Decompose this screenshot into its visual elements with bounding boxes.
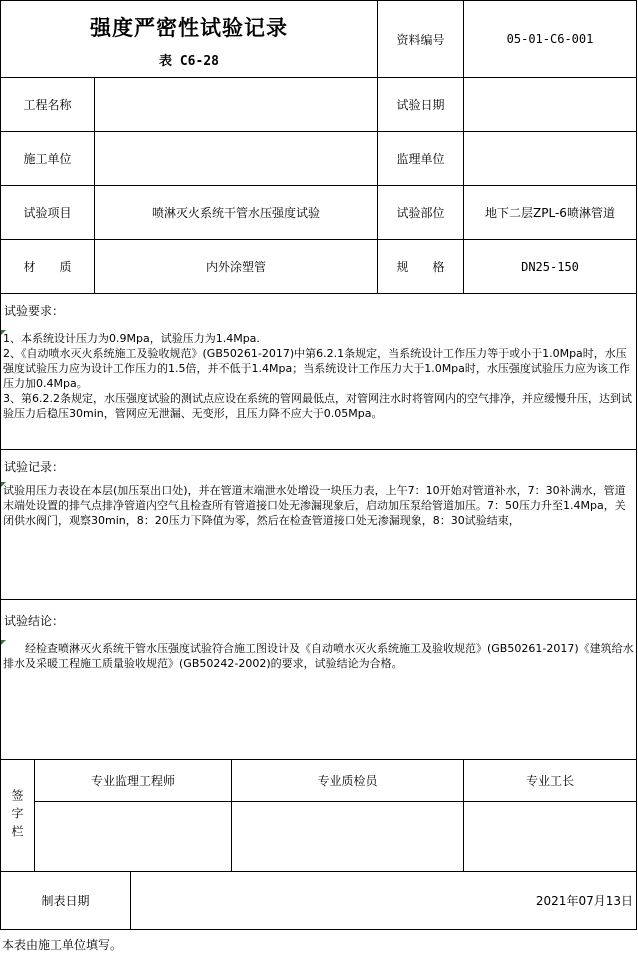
form-date-value[interactable]: 2021年07月13日 — [131, 872, 637, 930]
form-title: 强度严密性试验记录 — [90, 15, 288, 40]
sign-col-inspector: 专业质检员 — [232, 760, 464, 802]
record-label: 试验记录： — [4, 460, 65, 474]
material-value[interactable]: 内外涂塑管 — [95, 240, 378, 294]
signature-side-text: 签字栏 — [10, 788, 24, 843]
test-location-value[interactable]: 地下二层ZPL-6喷淋管道 — [464, 186, 637, 240]
test-item-label: 试验项目 — [0, 186, 95, 240]
conclusion-section — [0, 600, 637, 760]
supervisor-unit-label: 监理单位 — [378, 132, 464, 186]
form-title-cell — [0, 0, 378, 78]
inspector-signature-area[interactable] — [232, 802, 464, 872]
material-label: 材 质 — [0, 240, 95, 294]
form-date-label: 制表日期 — [0, 872, 131, 930]
form-number: 表 C6-28 — [159, 53, 219, 69]
sign-col-supervisor: 专业监理工程师 — [35, 760, 232, 802]
requirements-text[interactable]: 1、本系统设计压力为0.9Mpa，试验压力为1.4Mpa. 2、《自动喷水灭火系统施工及验收规范》(GB50261-2017)中第6.2.1条规定，当系统设计工作压力等于或小于1.0Mpa时，水压强度试验压力应为设计工作压力的1.5倍，并不低于1.4Mpa；当系统设计工作压力大于1.0Mpa时，水压强度试验压力应为该工作压力加0.4Mpa。 3、第6.2.2条规定，水压强度试验的测试点应设在系统的管网最低点，对管网注水时将管网内的空气排净，并应缓慢升压，达到试验压力后稳压30min，管网应无泄漏、无变形，且压力降不应大于0.05Mpa。 — [3, 332, 632, 420]
record-text[interactable]: 试验用压力表设在本层(加压泵出口处)，并在管道末端泄水处增设一块压力表，上午7：10开始对管道补水，7：30补满水，管道末端处设置的排气点排净管道内空气且检查所有管道接口处无渗漏现象后，启动加压泵给管道加压。7：50压力升至1.4Mpa，关闭供水阀门，观察30min，8：20压力下降值为零，然后在检查管道接口处无渗漏现象，8：30试验结束， — [3, 484, 626, 527]
doc-no-label: 资料编号 — [378, 0, 464, 78]
project-name-label: 工程名称 — [0, 78, 95, 132]
record-section — [0, 450, 637, 600]
test-item-value[interactable]: 喷淋灭火系统干管水压强度试验 — [95, 186, 378, 240]
test-date-label: 试验日期 — [378, 78, 464, 132]
foreman-signature-area[interactable] — [464, 802, 637, 872]
footnote: 本表由施工单位填写。 — [2, 938, 123, 952]
signature-side-label — [0, 760, 35, 872]
spec-label: 规 格 — [378, 240, 464, 294]
requirements-label: 试验要求： — [4, 304, 65, 318]
supervisor-signature-area[interactable] — [35, 802, 232, 872]
conclusion-text[interactable]: 经检查喷淋灭火系统干管水压强度试验符合施工图设计及《自动喷水灭火系统施工及验收规范》(GB50261-2017)《建筑给水排水及采暖工程施工质量验收规范》(GB50242-2002)的要求，试验结论为合格。 — [3, 642, 634, 670]
spec-value[interactable]: DN25-150 — [464, 240, 637, 294]
supervisor-unit-field[interactable] — [464, 132, 637, 186]
conclusion-label: 试验结论： — [4, 614, 65, 628]
project-name-field[interactable] — [95, 78, 378, 132]
test-date-field[interactable] — [464, 78, 637, 132]
contractor-label: 施工单位 — [0, 132, 95, 186]
test-location-label: 试验部位 — [378, 186, 464, 240]
contractor-field[interactable] — [95, 132, 378, 186]
requirements-section — [0, 294, 637, 450]
sign-col-foreman: 专业工长 — [464, 760, 637, 802]
doc-no-value: 05-01-C6-001 — [464, 0, 637, 78]
